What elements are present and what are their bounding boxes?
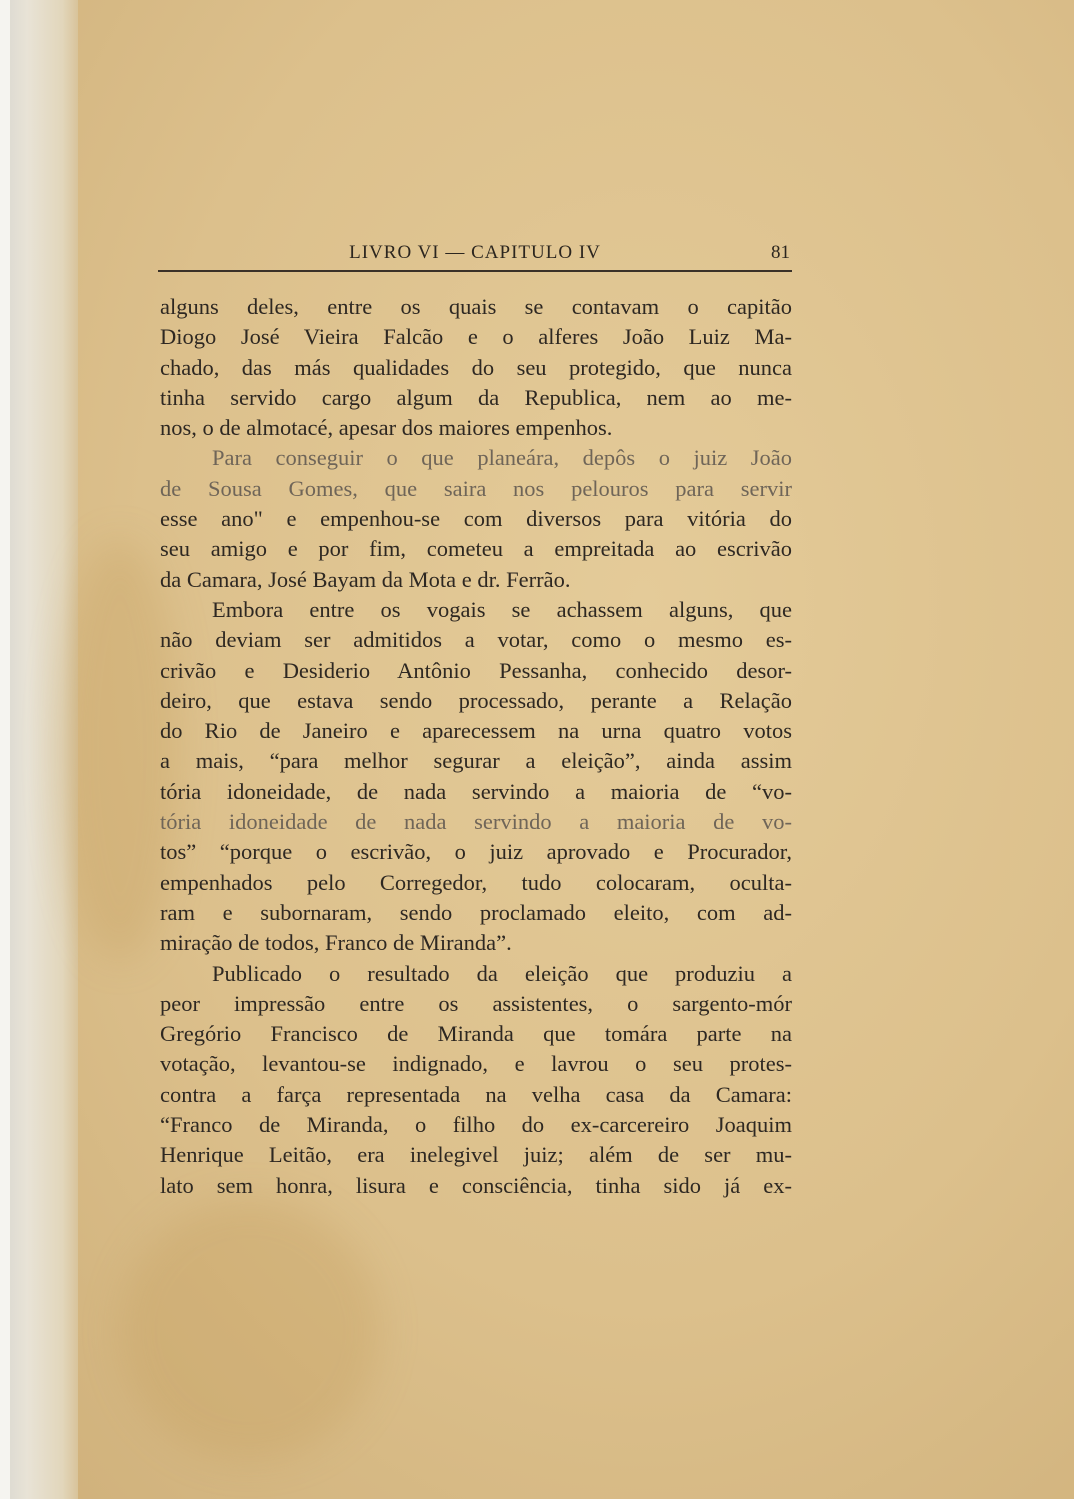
text-line: do Rio de Janeiro e aparecessem na urna quatro votos	[160, 718, 792, 744]
text-line: contra a farça representada na velha casa da Camara:	[160, 1081, 792, 1107]
text-line: ram e subornaram, sendo proclamado eleito, com ad-	[160, 899, 792, 925]
text-line: Publicado o resultado da eleição que produziu a	[212, 960, 792, 986]
text-line: crivão e Desiderio Antônio Pessanha, conhecido desor-	[160, 657, 792, 683]
text-line: empenhados pelo Corregedor, tudo colocaram, oculta-	[160, 869, 792, 895]
text-line: Henrique Leitão, era inelegivel juiz; além de ser mu-	[160, 1142, 792, 1168]
text-line: tória idoneidade, de nada servindo a maioria de “vo-	[160, 778, 792, 804]
page-number: 81	[771, 242, 790, 263]
text-line: deiro, que estava sendo processado, perante a Relação	[160, 687, 792, 713]
text-line: da Camara, José Bayam da Mota e dr. Ferrão.	[160, 566, 571, 592]
text-line: a mais, “para melhor segurar a eleição”, ainda assim	[160, 748, 792, 774]
paper-stain	[120, 1200, 380, 1460]
text-line: tos” “porque o escrivão, o juiz aprovado e Procurador,	[160, 839, 792, 865]
text-line: “Franco de Miranda, o filho do ex-carcereiro Joaquim	[160, 1112, 792, 1138]
body-text	[160, 292, 792, 1201]
running-head: LIVRO VI — CAPITULO IV	[349, 242, 601, 263]
text-line: Para conseguir o que planeára, depôs o juiz João	[212, 445, 792, 471]
text-line: tória idoneidade de nada servindo a maioria de vo-	[160, 809, 792, 835]
page-edge	[0, 0, 10, 1499]
text-line: alguns deles, entre os quais se contavam o capitão	[160, 294, 792, 319]
text-line: esse ano" e empenhou-se com diversos para vitória do	[160, 506, 792, 532]
text-line: chado, das más qualidades do seu protegido, que nunca	[160, 354, 792, 380]
text-line: peor impressão entre os assistentes, o sargento-mór	[160, 990, 792, 1016]
text-line: nos, o de almotacé, apesar dos maiores empenhos.	[160, 415, 613, 441]
text-line: Embora entre os vogais se achassem alguns, que	[212, 596, 792, 622]
text-line: seu amigo e por fim, cometeu a empreitada ao escrivão	[160, 536, 792, 562]
text-line: votação, levantou-se indignado, e lavrou o seu protes-	[160, 1051, 792, 1077]
page-header	[158, 236, 792, 272]
text-line: Gregório Francisco de Miranda que tomára parte na	[160, 1021, 792, 1047]
text-line: Diogo José Vieira Falcão e o alferes João Luiz Ma-	[160, 324, 792, 350]
text-line: miração de todos, Franco de Miranda”.	[160, 930, 512, 956]
text-line: não deviam ser admitidos a votar, como o mesmo es-	[160, 627, 792, 653]
text-line: tinha servido cargo algum da Republica, nem ao me-	[160, 384, 792, 410]
text-line: de Sousa Gomes, que saira nos pelouros para servir	[160, 475, 792, 501]
text-line: lato sem honra, lisura e consciência, tinha sido já ex-	[160, 1172, 792, 1198]
